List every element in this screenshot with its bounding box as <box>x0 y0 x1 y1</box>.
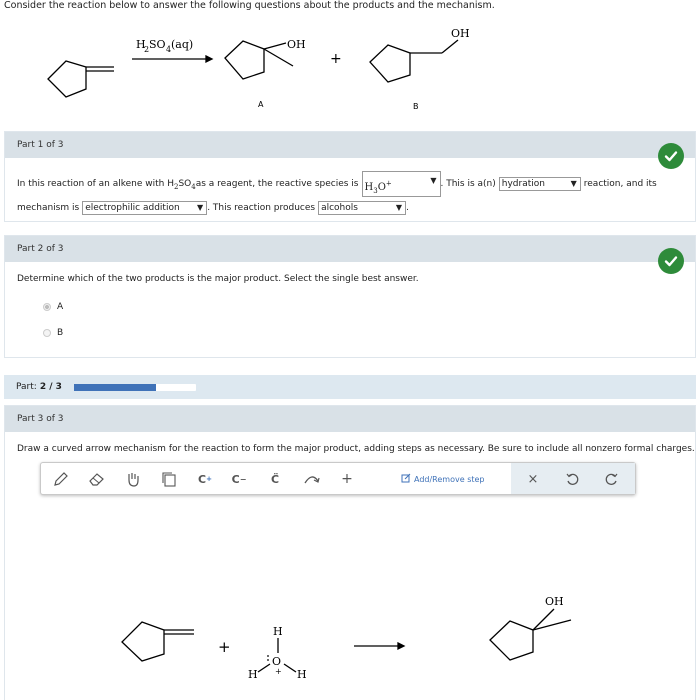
canvas-product-oh: OH <box>545 595 564 608</box>
canvas-arrow <box>354 643 404 649</box>
chevron-down-icon: ▼ <box>395 203 403 212</box>
curved-arrow-icon[interactable] <box>301 470 323 488</box>
part1-check-icon <box>658 143 684 169</box>
svg-text:+: + <box>275 667 282 676</box>
radio-a[interactable] <box>43 303 51 311</box>
add-remove-label: Add/Remove step <box>414 474 485 484</box>
chevron-down-icon: ▼ <box>570 179 577 188</box>
part3-instruction: Draw a curved arrow mechanism for the reaction to form the major product, adding steps as necessary. Be sure to include all nonzero formal charges. <box>17 444 695 454</box>
part1-title: Part 1 of 3 <box>17 140 64 150</box>
part1-text-5: . This reaction produces <box>207 202 316 213</box>
svg-text:(aq): (aq) <box>171 38 194 51</box>
product-a-structure <box>225 41 293 79</box>
product-b-oh: OH <box>451 27 470 40</box>
produces-value: alcohols <box>321 203 358 213</box>
plus-sign: + <box>330 51 342 67</box>
part2-header <box>5 236 695 262</box>
product-a-oh: OH <box>287 38 306 51</box>
product-b-label: B <box>413 102 419 111</box>
undo-icon[interactable] <box>564 470 580 488</box>
canvas-plus: + <box>218 638 231 656</box>
canvas-reactant <box>122 622 194 661</box>
plus-icon[interactable]: + <box>341 471 353 487</box>
species-dropdown[interactable] <box>362 171 441 197</box>
pencil-icon[interactable] <box>51 470 71 488</box>
close-icon[interactable]: × <box>527 471 539 487</box>
option-a-label: A <box>57 302 64 312</box>
hand-icon[interactable] <box>123 470 143 488</box>
sub-4: 4 <box>191 182 196 191</box>
edit-icon <box>401 473 411 485</box>
part1-text-1c: as a reagent, the reactive species is <box>195 178 359 189</box>
svg-text:H: H <box>273 625 283 638</box>
part2-check-icon <box>658 248 684 274</box>
reaction-scheme <box>0 20 700 120</box>
reagent-label <box>136 38 193 54</box>
progress-fill <box>74 384 156 391</box>
progress-label: Part: <box>16 382 37 392</box>
species-value: $H_3O^+$ <box>364 180 392 196</box>
produces-dropdown[interactable] <box>318 201 406 215</box>
chevron-down-icon: ▼ <box>197 203 204 212</box>
part1-text-1: In this reaction of an alkene with H <box>17 178 174 189</box>
anion-icon[interactable]: C − <box>231 472 247 486</box>
part2-card <box>4 235 696 358</box>
part3-header <box>5 406 695 432</box>
part-progress <box>4 375 696 399</box>
drawing-canvas[interactable] <box>0 590 700 700</box>
part1-header <box>5 132 695 158</box>
option-b-label: B <box>57 328 64 338</box>
part3-title: Part 3 of 3 <box>17 414 64 424</box>
product-b-structure <box>370 40 458 82</box>
svg-text:O: O <box>272 655 282 668</box>
option-b[interactable] <box>43 328 63 338</box>
reaction-type-value: hydration <box>501 179 545 189</box>
canvas-hydronium <box>248 625 307 681</box>
toolbar-actions <box>511 463 635 494</box>
reaction-arrow <box>132 56 212 62</box>
intro-text: Consider the reaction below to answer the following questions about the products and the mechanism. <box>4 0 495 11</box>
part1-body <box>5 158 695 218</box>
sub-2: 2 <box>174 182 179 191</box>
mechanism-dropdown[interactable] <box>82 201 207 215</box>
radio-b[interactable] <box>43 329 51 337</box>
cation-icon[interactable]: C + <box>198 472 212 486</box>
part2-title: Part 2 of 3 <box>17 244 64 254</box>
chevron-down-icon: ▼ <box>430 176 437 185</box>
progress-track <box>74 384 196 391</box>
mechanism-value: electrophilic addition <box>85 203 180 213</box>
product-a-label: A <box>258 100 264 109</box>
part1-text-2: . This is a(n) <box>440 178 496 189</box>
canvas-product <box>490 609 571 660</box>
add-remove-step-button[interactable] <box>401 473 485 485</box>
part1-text-4: mechanism is <box>17 202 80 213</box>
part1-card <box>4 131 696 222</box>
progress-value: 2 / 3 <box>39 382 62 392</box>
redo-icon[interactable] <box>604 470 620 488</box>
drawing-toolbar <box>40 462 636 495</box>
part1-text-6: . <box>406 202 409 213</box>
reactant-structure <box>48 61 114 97</box>
svg-text:SO: SO <box>149 38 166 51</box>
part1-text-3: reaction, and its <box>583 178 657 189</box>
part1-text-1b: SO <box>178 178 192 189</box>
svg-text:4: 4 <box>166 45 172 54</box>
eraser-icon[interactable] <box>87 470 107 488</box>
svg-text:2: 2 <box>144 45 150 54</box>
svg-text:H: H <box>136 38 146 51</box>
option-a[interactable] <box>43 302 63 312</box>
reaction-type-dropdown[interactable] <box>499 177 581 191</box>
svg-text:H: H <box>297 668 307 681</box>
lone-pair-icon[interactable]: C̈ <box>270 472 280 486</box>
svg-text:H: H <box>248 668 258 681</box>
copy-icon[interactable] <box>159 470 179 488</box>
part2-question: Determine which of the two products is the major product. Select the single best answer. <box>17 274 419 284</box>
